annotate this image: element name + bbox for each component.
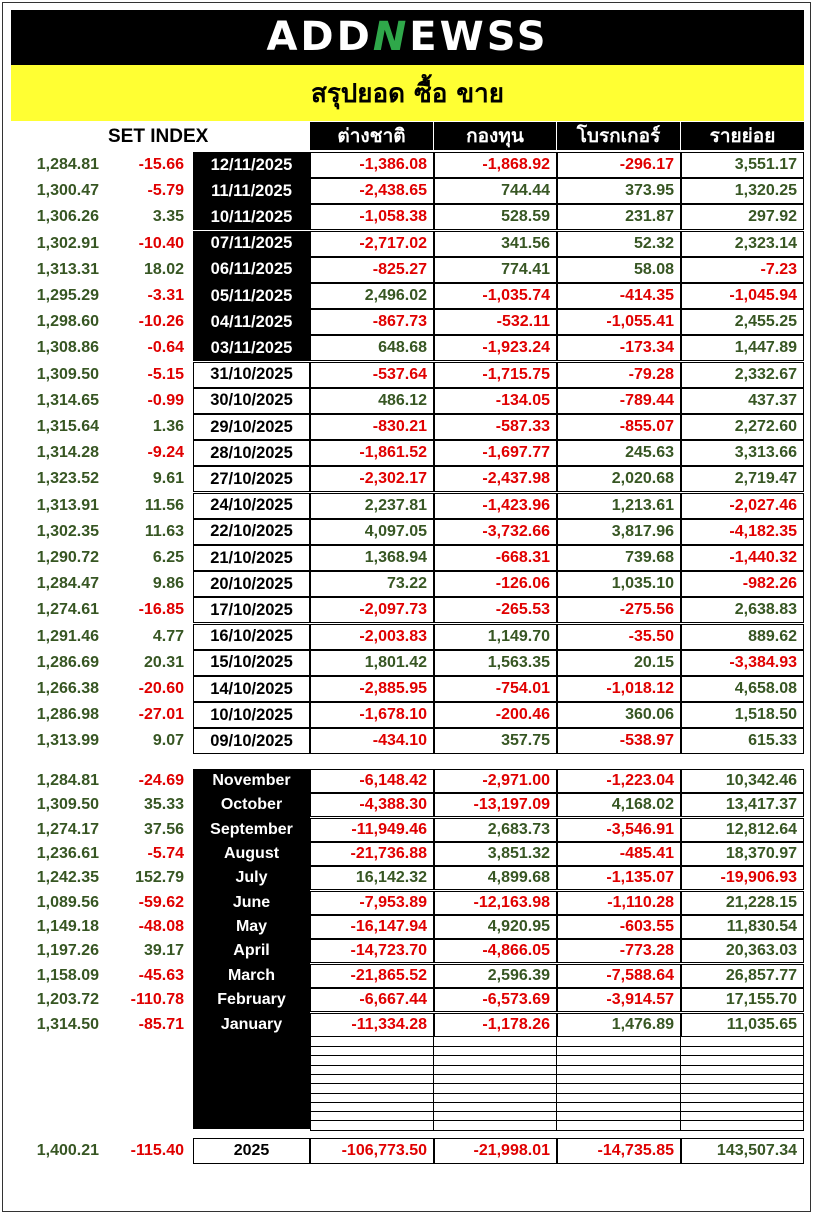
fund-value: 528.59 <box>434 204 557 230</box>
foreign-value: -11,334.28 <box>310 1013 434 1037</box>
retail-value: 615.33 <box>681 728 804 754</box>
index-change: -85.71 <box>138 1015 184 1033</box>
index-change: 39.17 <box>143 942 184 960</box>
trade-date: 10/10/2025 <box>193 702 310 728</box>
trade-date: 04/11/2025 <box>193 309 310 335</box>
retail-value: 1,320.25 <box>681 178 804 204</box>
index-change: 11.63 <box>144 522 184 540</box>
broker-value: 20.15 <box>557 650 681 676</box>
set-index-value: 1,158.09 <box>36 966 99 984</box>
set-index-value: 1,313.31 <box>36 260 99 278</box>
broker-value: -173.34 <box>557 335 681 361</box>
brand-logo: ADDNEWSS <box>266 14 549 60</box>
retail-value: 26,857.77 <box>681 964 804 988</box>
set-index-value: 1,314.50 <box>36 1015 99 1033</box>
foreign-value: 4,097.05 <box>310 519 434 545</box>
set-index-value: 1,314.65 <box>36 391 99 409</box>
broker-value: 4,168.02 <box>557 793 681 817</box>
retail-value: 13,417.37 <box>681 793 804 817</box>
broker-value: 1,476.89 <box>557 1013 681 1037</box>
fund-value: 357.75 <box>434 728 557 754</box>
broker-value: 58.08 <box>557 257 681 283</box>
retail-value: 1,518.50 <box>681 702 804 728</box>
fund-value: -3,732.66 <box>434 519 557 545</box>
trade-date: 12/11/2025 <box>193 152 310 178</box>
foreign-value: 648.68 <box>310 335 434 361</box>
retail-value: -3,384.93 <box>681 650 804 676</box>
set-index-value: 1,313.91 <box>36 496 99 514</box>
index-change: -5.15 <box>147 365 184 383</box>
foreign-value: -434.10 <box>310 728 434 754</box>
fund-value: -13,197.09 <box>434 793 557 817</box>
fund-value: -668.31 <box>434 545 557 571</box>
broker-value: 1,035.10 <box>557 571 681 597</box>
total-year: 2025 <box>193 1138 310 1164</box>
trade-date: 28/10/2025 <box>193 440 310 466</box>
fund-value: 3,851.32 <box>434 842 557 866</box>
retail-value: -1,440.32 <box>681 545 804 571</box>
retail-value: 3,313.66 <box>681 440 804 466</box>
trade-date: 20/10/2025 <box>193 571 310 597</box>
table-row <box>0 257 815 283</box>
broker-value: -275.56 <box>557 597 681 623</box>
month-row <box>0 988 815 1012</box>
foreign-value: -21,865.52 <box>310 964 434 988</box>
broker-value: -35.50 <box>557 624 681 650</box>
foreign-value: -2,885.95 <box>310 676 434 702</box>
retail-value: -19,906.93 <box>681 866 804 890</box>
table-row <box>0 519 815 545</box>
table-row <box>0 283 815 309</box>
month-row <box>0 939 815 963</box>
index-change: -20.60 <box>138 680 184 697</box>
set-index-value: 1,291.46 <box>36 627 99 645</box>
set-index-value: 1,274.61 <box>36 601 99 619</box>
retail-value: 2,638.83 <box>681 597 804 623</box>
broker-value: 360.06 <box>557 702 681 728</box>
index-change: -0.99 <box>147 391 184 409</box>
retail-value: 11,830.54 <box>681 915 804 939</box>
set-index-value: 1,298.60 <box>36 313 99 331</box>
fund-value: -134.05 <box>434 388 557 414</box>
set-index-value: 1,236.61 <box>36 845 99 863</box>
foreign-value: -867.73 <box>310 309 434 335</box>
foreign-value: 2,496.02 <box>310 283 434 309</box>
retail-value: 2,455.25 <box>681 309 804 335</box>
index-change: 11.56 <box>144 496 184 514</box>
broker-value: -14,735.85 <box>557 1138 681 1164</box>
header-foreign: ต่างชาติ <box>310 122 434 150</box>
retail-value: 1,447.89 <box>681 335 804 361</box>
retail-value: 20,363.03 <box>681 939 804 963</box>
set-index-value: 1,300.47 <box>36 182 99 200</box>
set-index-value: 1,302.35 <box>36 522 99 540</box>
retail-value: 12,812.64 <box>681 818 804 842</box>
retail-value: -982.26 <box>681 571 804 597</box>
fund-value: -12,163.98 <box>434 891 557 915</box>
fund-value: 1,563.35 <box>434 650 557 676</box>
foreign-value: -825.27 <box>310 257 434 283</box>
set-index-value: 1,309.50 <box>36 796 99 814</box>
set-index-value: 1,295.29 <box>36 287 99 304</box>
index-change: -3.31 <box>147 287 184 304</box>
broker-value: -414.35 <box>557 283 681 309</box>
month-name: August <box>193 842 310 866</box>
foreign-value: -6,667.44 <box>310 988 434 1012</box>
set-index-value: 1,309.50 <box>36 365 99 383</box>
index-change: -45.63 <box>138 966 184 984</box>
index-change: -24.69 <box>138 772 184 789</box>
foreign-value: 2,237.81 <box>310 493 434 519</box>
broker-value: -1,223.04 <box>557 769 681 793</box>
fund-value: -4,866.05 <box>434 939 557 963</box>
foreign-value: -537.64 <box>310 362 434 388</box>
fund-value: 774.41 <box>434 257 557 283</box>
fund-value: -1,715.75 <box>434 362 557 388</box>
retail-value: 2,332.67 <box>681 362 804 388</box>
foreign-value: -106,773.50 <box>310 1138 434 1164</box>
table-row <box>0 204 815 230</box>
set-index-value: 1,284.81 <box>36 772 99 789</box>
empty-divider <box>556 1037 557 1130</box>
index-change: 152.79 <box>135 869 184 887</box>
set-index-value: 1,242.35 <box>36 869 99 887</box>
foreign-value: -11,949.46 <box>310 818 434 842</box>
trade-date: 09/10/2025 <box>193 728 310 754</box>
broker-value: -7,588.64 <box>557 964 681 988</box>
header-retail: รายย่อย <box>681 122 804 150</box>
foreign-value: 1,801.42 <box>310 650 434 676</box>
set-index-value: 1,197.26 <box>36 942 99 960</box>
table-row <box>0 466 815 492</box>
fund-value: -265.53 <box>434 597 557 623</box>
index-change: -5.74 <box>147 845 184 863</box>
index-change: -16.85 <box>138 601 184 619</box>
fund-value: -1,923.24 <box>434 335 557 361</box>
retail-value: 3,551.17 <box>681 152 804 178</box>
broker-value: -1,135.07 <box>557 866 681 890</box>
broker-value: 2,020.68 <box>557 466 681 492</box>
foreign-value: 73.22 <box>310 571 434 597</box>
foreign-value: -2,438.65 <box>310 178 434 204</box>
index-change: 18.02 <box>143 260 184 278</box>
empty-divider <box>433 1037 434 1130</box>
fund-value: -587.33 <box>434 414 557 440</box>
foreign-value: -1,058.38 <box>310 204 434 230</box>
month-row <box>0 891 815 915</box>
foreign-value: -2,302.17 <box>310 466 434 492</box>
broker-value: 3,817.96 <box>557 519 681 545</box>
table-row <box>0 362 815 388</box>
broker-value: 231.87 <box>557 204 681 230</box>
trade-date: 31/10/2025 <box>193 362 310 388</box>
index-change: 37.56 <box>143 820 184 838</box>
retail-value: -2,027.46 <box>681 493 804 519</box>
foreign-value: -1,678.10 <box>310 702 434 728</box>
table-row <box>0 702 815 728</box>
month-name: January <box>193 1013 310 1037</box>
fund-value: 744.44 <box>434 178 557 204</box>
month-name: March <box>193 964 310 988</box>
table-row <box>0 152 815 178</box>
retail-value: 21,228.15 <box>681 891 804 915</box>
set-index-value: 1,286.98 <box>36 706 99 724</box>
table-row <box>0 414 815 440</box>
index-change: -48.08 <box>138 918 184 936</box>
title-banner <box>11 64 804 121</box>
set-index-value: 1,400.21 <box>36 1142 99 1159</box>
trade-date: 17/10/2025 <box>193 597 310 623</box>
trade-date: 15/10/2025 <box>193 650 310 676</box>
table-row <box>0 440 815 466</box>
set-index-value: 1,302.91 <box>36 234 99 252</box>
broker-value: -773.28 <box>557 939 681 963</box>
table-row <box>0 309 815 335</box>
fund-value: -200.46 <box>434 702 557 728</box>
index-change: -115.40 <box>130 1142 184 1159</box>
set-index-value: 1,313.99 <box>36 732 99 750</box>
fund-value: 1,149.70 <box>434 624 557 650</box>
trade-date: 05/11/2025 <box>193 283 310 309</box>
broker-value: -1,055.41 <box>557 309 681 335</box>
foreign-value: -830.21 <box>310 414 434 440</box>
trade-date: 30/10/2025 <box>193 388 310 414</box>
set-index-value: 1,266.38 <box>36 680 99 697</box>
month-name: July <box>193 866 310 890</box>
foreign-value: -2,717.02 <box>310 231 434 257</box>
retail-value: -7.23 <box>681 257 804 283</box>
foreign-value: 1,368.94 <box>310 545 434 571</box>
retail-value: 437.37 <box>681 388 804 414</box>
trade-date: 27/10/2025 <box>193 466 310 492</box>
index-change: -27.01 <box>138 706 184 724</box>
month-name: April <box>193 939 310 963</box>
fund-value: 4,899.68 <box>434 866 557 890</box>
month-row <box>0 818 815 842</box>
index-change: 20.31 <box>143 653 184 671</box>
retail-value: 2,272.60 <box>681 414 804 440</box>
foreign-value: -4,388.30 <box>310 793 434 817</box>
set-index-value: 1,315.64 <box>36 418 99 435</box>
foreign-value: -1,861.52 <box>310 440 434 466</box>
index-change: -10.26 <box>138 313 184 331</box>
broker-value: -296.17 <box>557 152 681 178</box>
foreign-value: 16,142.32 <box>310 866 434 890</box>
month-row <box>0 1013 815 1037</box>
empty-divider <box>680 1037 681 1130</box>
index-change: 3.35 <box>152 208 184 226</box>
set-index-value: 1,284.81 <box>36 156 99 173</box>
set-index-value: 1,149.18 <box>36 918 99 936</box>
month-row <box>0 793 815 817</box>
fund-value: -6,573.69 <box>434 988 557 1012</box>
month-row <box>0 915 815 939</box>
month-name: November <box>193 769 310 793</box>
foreign-value: -14,723.70 <box>310 939 434 963</box>
broker-value: 1,213.61 <box>557 493 681 519</box>
foreign-value: -7,953.89 <box>310 891 434 915</box>
table-row <box>0 493 815 519</box>
table-row <box>0 571 815 597</box>
broker-value: -3,914.57 <box>557 988 681 1012</box>
index-change: 4.77 <box>152 627 184 645</box>
set-index-value: 1,286.69 <box>36 653 99 671</box>
fund-value: -754.01 <box>434 676 557 702</box>
fund-value: -1,178.26 <box>434 1013 557 1037</box>
index-change: 1.36 <box>152 418 184 435</box>
retail-value: 4,658.08 <box>681 676 804 702</box>
month-name: October <box>193 793 310 817</box>
index-change: -5.79 <box>147 182 184 200</box>
set-index-value: 1,323.52 <box>36 470 99 488</box>
fund-value: -126.06 <box>434 571 557 597</box>
index-change: -0.64 <box>147 339 184 357</box>
month-name: May <box>193 915 310 939</box>
trade-date: 10/11/2025 <box>193 204 310 230</box>
foreign-value: -21,736.88 <box>310 842 434 866</box>
trade-date: 14/10/2025 <box>193 676 310 702</box>
month-row <box>0 769 815 793</box>
trade-date: 21/10/2025 <box>193 545 310 571</box>
fund-value: 341.56 <box>434 231 557 257</box>
index-change: 9.61 <box>152 470 184 488</box>
broker-value: 52.32 <box>557 231 681 257</box>
table-row <box>0 597 815 623</box>
broker-value: -603.55 <box>557 915 681 939</box>
table-row <box>0 650 815 676</box>
month-name: September <box>193 818 310 842</box>
trade-date: 03/11/2025 <box>193 335 310 361</box>
trade-date: 22/10/2025 <box>193 519 310 545</box>
set-index-value: 1,089.56 <box>36 893 99 911</box>
trade-date: 11/11/2025 <box>193 178 310 204</box>
month-row <box>0 842 815 866</box>
fund-value: -1,868.92 <box>434 152 557 178</box>
fund-value: 4,920.95 <box>434 915 557 939</box>
total-row-cells <box>0 1138 815 1164</box>
retail-value: 18,370.97 <box>681 842 804 866</box>
broker-value: 373.95 <box>557 178 681 204</box>
broker-value: -3,546.91 <box>557 818 681 842</box>
broker-value: -79.28 <box>557 362 681 388</box>
table-row <box>0 388 815 414</box>
fund-value: -2,971.00 <box>434 769 557 793</box>
brand-header <box>11 10 804 64</box>
foreign-value: 486.12 <box>310 388 434 414</box>
retail-value: 143,507.34 <box>681 1138 804 1164</box>
retail-value: 17,155.70 <box>681 988 804 1012</box>
foreign-value: -2,003.83 <box>310 624 434 650</box>
broker-value: -855.07 <box>557 414 681 440</box>
foreign-value: -6,148.42 <box>310 769 434 793</box>
table-row <box>0 676 815 702</box>
retail-value: -1,045.94 <box>681 283 804 309</box>
table-row <box>0 231 815 257</box>
index-change: -10.40 <box>138 234 184 252</box>
index-change: 9.07 <box>152 732 184 750</box>
trade-date: 16/10/2025 <box>193 624 310 650</box>
index-change: -15.66 <box>138 156 184 173</box>
trade-date: 06/11/2025 <box>193 257 310 283</box>
fund-value: -1,423.96 <box>434 493 557 519</box>
set-index-value: 1,306.26 <box>36 208 99 226</box>
trade-date: 24/10/2025 <box>193 493 310 519</box>
fund-value: -21,998.01 <box>434 1138 557 1164</box>
month-row <box>0 866 815 890</box>
index-change: 9.86 <box>152 575 184 593</box>
retail-value: -4,182.35 <box>681 519 804 545</box>
broker-value: -485.41 <box>557 842 681 866</box>
broker-value: -1,018.12 <box>557 676 681 702</box>
table-row <box>0 624 815 650</box>
month-name: February <box>193 988 310 1012</box>
set-index-value: 1,290.72 <box>36 549 99 566</box>
fund-value: -532.11 <box>434 309 557 335</box>
set-index-value: 1,203.72 <box>36 991 99 1009</box>
retail-value: 2,719.47 <box>681 466 804 492</box>
fund-value: 2,683.73 <box>434 818 557 842</box>
trade-date: 29/10/2025 <box>193 414 310 440</box>
index-change: -9.24 <box>147 444 184 462</box>
page-title: สรุปยอด ซื้อ ขาย <box>310 78 505 109</box>
broker-value: 739.68 <box>557 545 681 571</box>
index-change: -110.78 <box>130 991 184 1009</box>
set-index-label: SET INDEX <box>108 126 209 147</box>
index-change: 35.33 <box>143 796 184 814</box>
set-index-value: 1,284.47 <box>36 575 99 593</box>
broker-value: -789.44 <box>557 388 681 414</box>
month-name: June <box>193 891 310 915</box>
broker-value: 245.63 <box>557 440 681 466</box>
set-index-value: 1,308.86 <box>36 339 99 357</box>
trade-date: 07/11/2025 <box>193 231 310 257</box>
retail-value: 11,035.65 <box>681 1013 804 1037</box>
fund-value: -2,437.98 <box>434 466 557 492</box>
set-index-value: 1,314.28 <box>36 444 99 462</box>
fund-value: -1,697.77 <box>434 440 557 466</box>
retail-value: 889.62 <box>681 624 804 650</box>
table-row <box>0 178 815 204</box>
table-row <box>0 335 815 361</box>
index-change: 6.25 <box>152 549 184 566</box>
fund-value: -1,035.74 <box>434 283 557 309</box>
foreign-value: -16,147.94 <box>310 915 434 939</box>
table-row <box>0 545 815 571</box>
foreign-value: -1,386.08 <box>310 152 434 178</box>
foreign-value: -2,097.73 <box>310 597 434 623</box>
month-row <box>0 964 815 988</box>
broker-value: -538.97 <box>557 728 681 754</box>
table-row <box>0 728 815 754</box>
retail-value: 297.92 <box>681 204 804 230</box>
broker-value: -1,110.28 <box>557 891 681 915</box>
fund-value: 2,596.39 <box>434 964 557 988</box>
retail-value: 10,342.46 <box>681 769 804 793</box>
set-index-value: 1,274.17 <box>36 820 99 838</box>
retail-value: 2,323.14 <box>681 231 804 257</box>
header-broker: โบรกเกอร์ <box>557 122 681 150</box>
empty-row <box>310 1121 804 1131</box>
index-change: -59.62 <box>138 893 184 911</box>
header-fund: กองทุน <box>434 122 557 150</box>
